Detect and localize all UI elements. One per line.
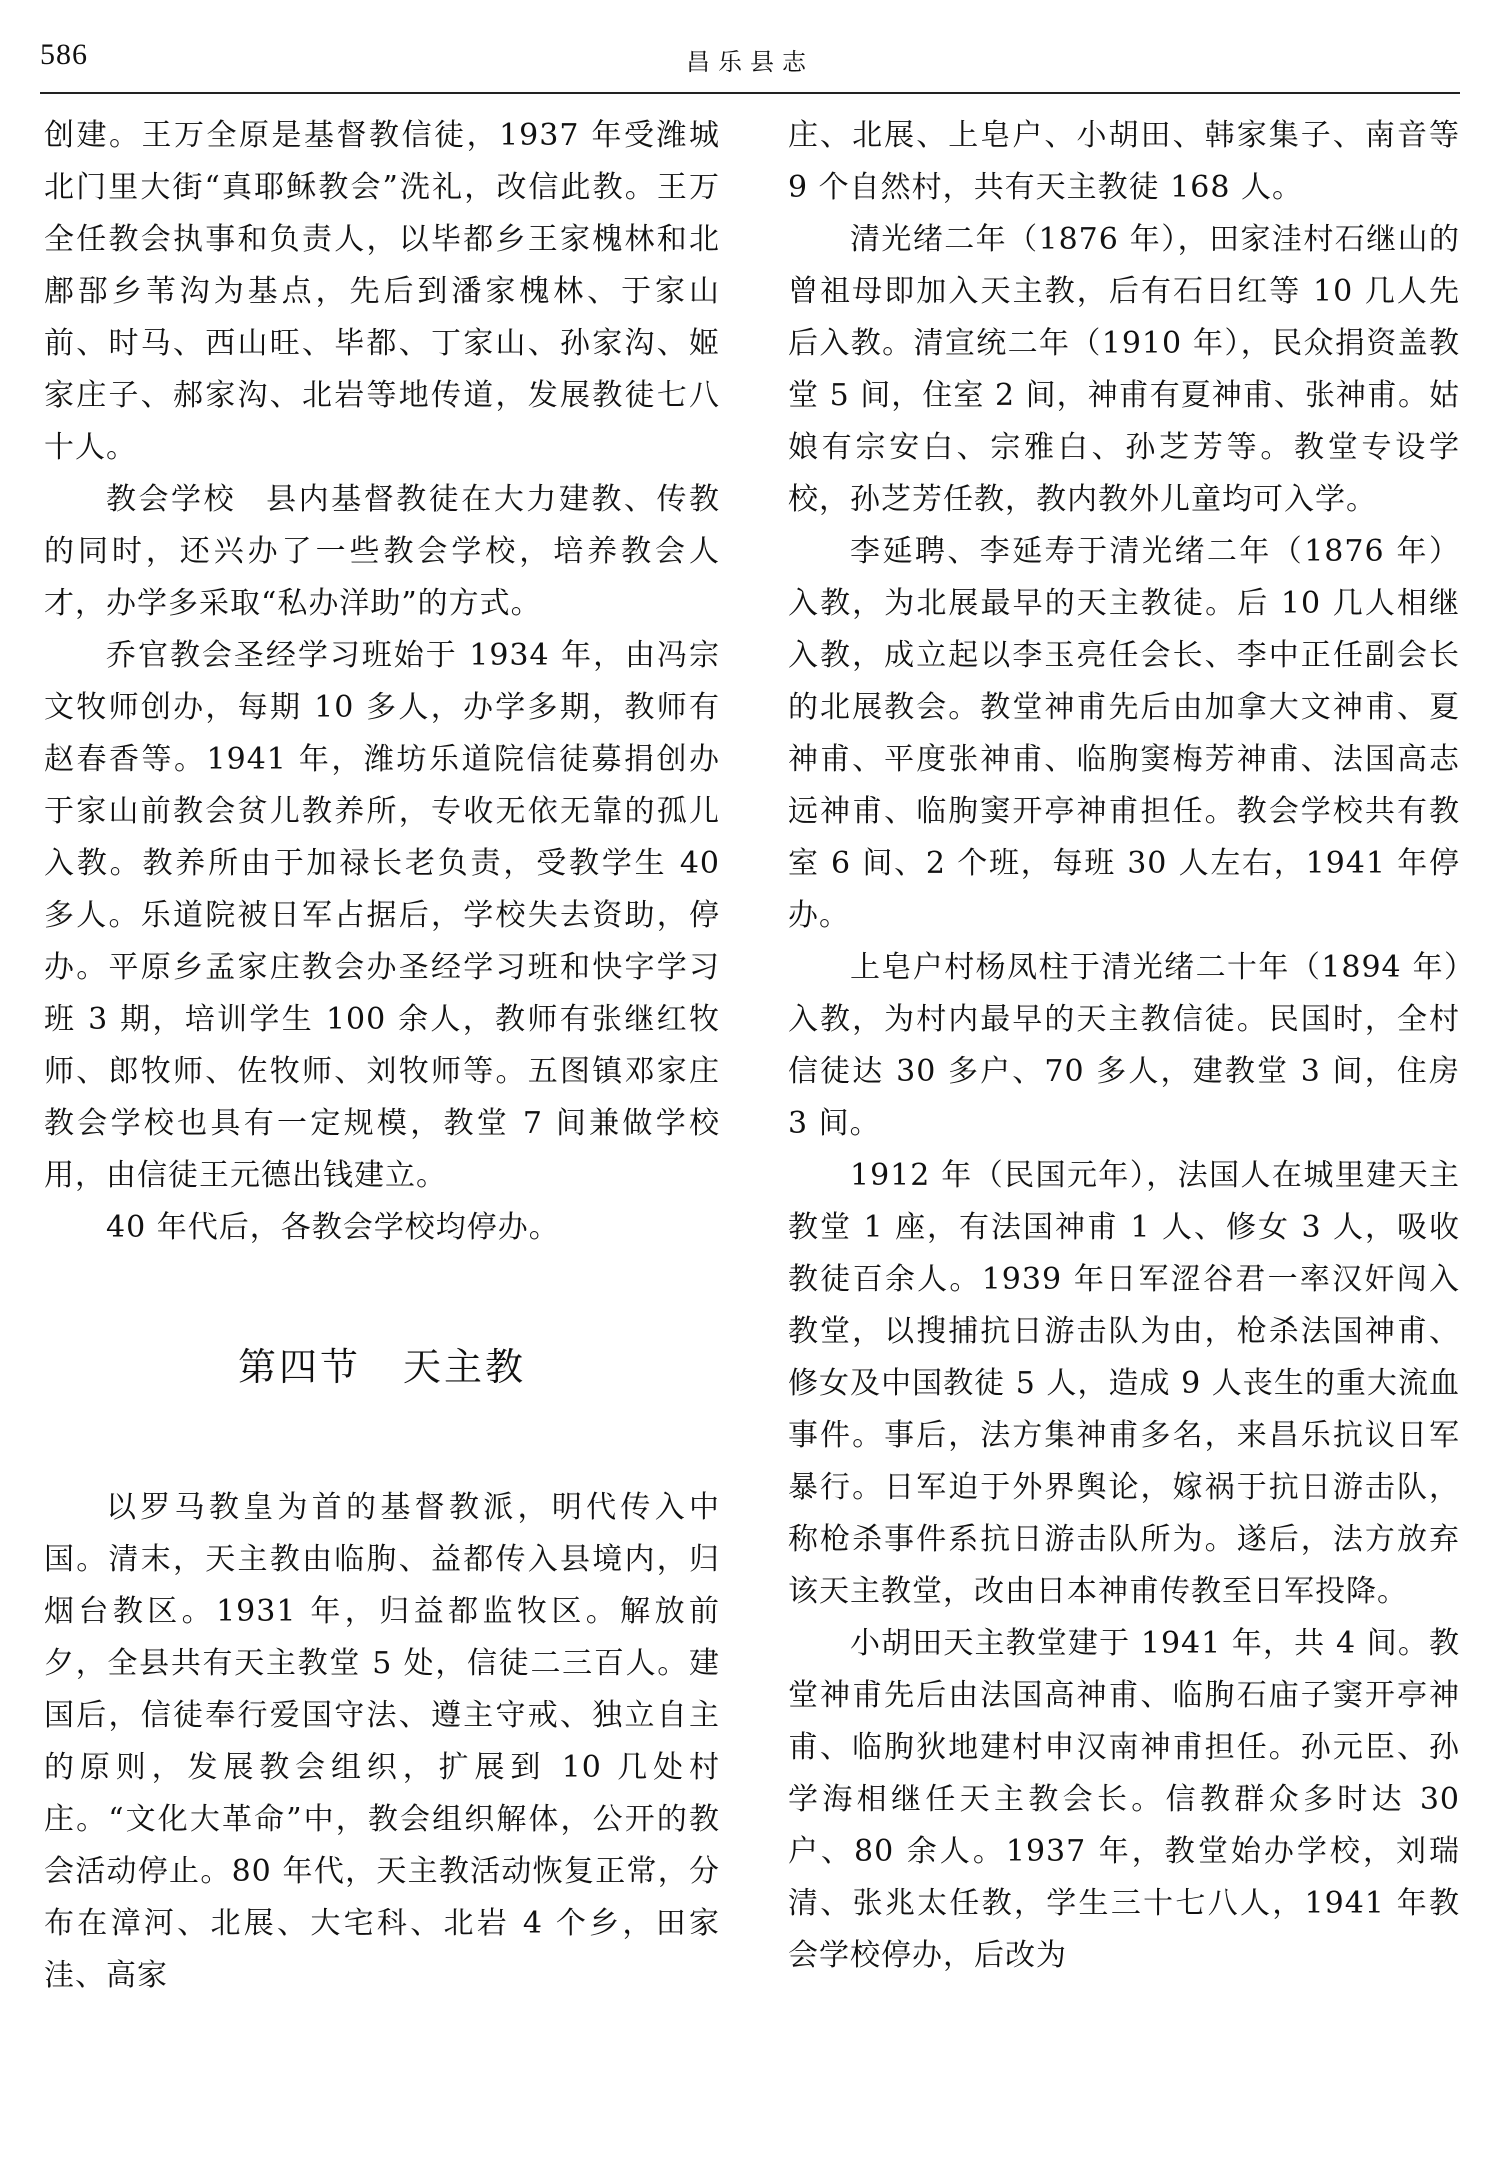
page-header (40, 38, 1460, 88)
left-column (44, 110, 720, 2002)
running-title: 昌乐县志 (686, 48, 814, 76)
section-title (44, 1342, 720, 1392)
paragraph: 创建。王万全原是基督教信徒，1937 年受潍城北门里大街“真耶稣教会”洗礼，改信此教。王万全任教会执事和负责人，以毕都乡王家槐林和北鄌郚乡苇沟为基点，先后到潘家槐林、于家山前、时马、西山旺、毕都、丁家山、孙家沟、姬家庄子、郝家沟、北岩等地传道，发展教徒七八十人。 (44, 118, 720, 465)
paragraph: 以罗马教皇为首的基督教派，明代传入中国。清末，天主教由临朐、益都传入县境内，归烟台教区。1931 年，归益都监牧区。解放前夕，全县共有天主教堂 5 处，信徒二三百人。建国后，信徒奉行爱国守法、遵主守戒、独立自主的原则，发展教会组织，扩展到 10 几处村庄。“文化大革命”中，教会组织解体，公开的教会活动停止。80 年代，天主教活动恢复正常，分布在漳河、北展、大宅科、北岩 4 个乡，田家洼、高家 (44, 1490, 720, 1993)
paragraph: 李延聘、李延寿于清光绪二年（1876 年）入教，为北展最早的天主教徒。后 10 几人相继入教，成立起以李玉亮任会长、李中正任副会长的北展教会。教堂神甫先后由加拿大文神甫、夏神甫、平度张神甫、临朐窦梅芳神甫、法国高志远神甫、临朐窦开亭神甫担任。教会学校共有教室 6 间、2 个班，每班 30 人左右，1941 年停办。 (788, 534, 1460, 933)
header-rule (40, 92, 1460, 94)
right-column (788, 110, 1460, 1982)
paragraph: 40 年代后，各教会学校均停办。 (106, 1210, 560, 1245)
section-number: 第四节 (237, 1345, 361, 1389)
paragraph: 乔官教会圣经学习班始于 1934 年，由冯宗文牧师创办，每期 10 多人，办学多期，教师有赵春香等。1941 年，潍坊乐道院信徒募捐创办于家山前教会贫儿教养所，专收无依无靠的孤儿入教。教养所由于加禄长老负责，受教学生 40 多人。乐道院被日军占据后，学校失去资助，停办。平原乡孟家庄教会办圣经学习班和快字学习班 3 期，培训学生 100 余人，教师有张继红牧师、郎牧师、佐牧师、刘牧师等。五图镇邓家庄教会学校也具有一定规模，教堂 7 间兼做学校用，由信徒王元德出钱建立。 (44, 638, 720, 1193)
paragraph: 上皂户村杨凤柱于清光绪二十年（1894 年）入教，为村内最早的天主教信徒。民国时，全村信徒达 30 多户、70 多人，建教堂 3 间，住房 3 间。 (788, 950, 1460, 1141)
subsection-heading: 教会学校 (106, 482, 237, 517)
section-name: 天主教 (403, 1345, 527, 1389)
paragraph: 1912 年（民国元年），法国人在城里建天主教堂 1 座，有法国神甫 1 人、修女 3 人，吸收教徒百余人。1939 年日军涩谷君一率汉奸闯入教堂，以搜捕抗日游击队为由，枪杀法国神甫、修女及中国教徒 5 人，造成 9 人丧生的重大流血事件。事后，法方集神甫多名，来昌乐抗议日军暴行。日军迫于外界舆论，嫁祸于抗日游击队，称枪杀事件系抗日游击队所为。遂后，法方放弃该天主教堂，改由日本神甫传教至日军投降。 (788, 1158, 1460, 1609)
paragraph: 清光绪二年（1876 年），田家洼村石继山的曾祖母即加入天主教，后有石日红等 10 几人先后入教。清宣统二年（1910 年），民众捐资盖教堂 5 间，住室 2 间，神甫有夏神甫、张神甫。姑娘有宗安白、宗雅白、孙芝芳等。教堂专设学校，孙芝芳任教，教内教外儿童均可入学。 (788, 222, 1460, 517)
paragraph-church-schools (44, 474, 720, 630)
paragraph-text: 县内基督教徒在大力建教、传教的同时，还兴办了一些教会学校，培养教会人才，办学多采取“私办洋助”的方式。 (44, 482, 721, 621)
paragraph: 小胡田天主教堂建于 1941 年，共 4 间。教堂神甫先后由法国高神甫、临朐石庙子窦开亭神甫、临朐狄地建村申汉南神甫担任。孙元臣、孙学海相继任天主教会长。信教群众多时达 30 户、80 余人。1937 年，教堂始办学校，刘瑞清、张兆太任教，学生三十七八人，1941 年教会学校停办，后改为 (788, 1626, 1460, 1973)
page-number: 586 (40, 38, 88, 71)
paragraph: 庄、北展、上皂户、小胡田、韩家集子、南音等 9 个自然村，共有天主教徒 168 人。 (788, 118, 1460, 205)
